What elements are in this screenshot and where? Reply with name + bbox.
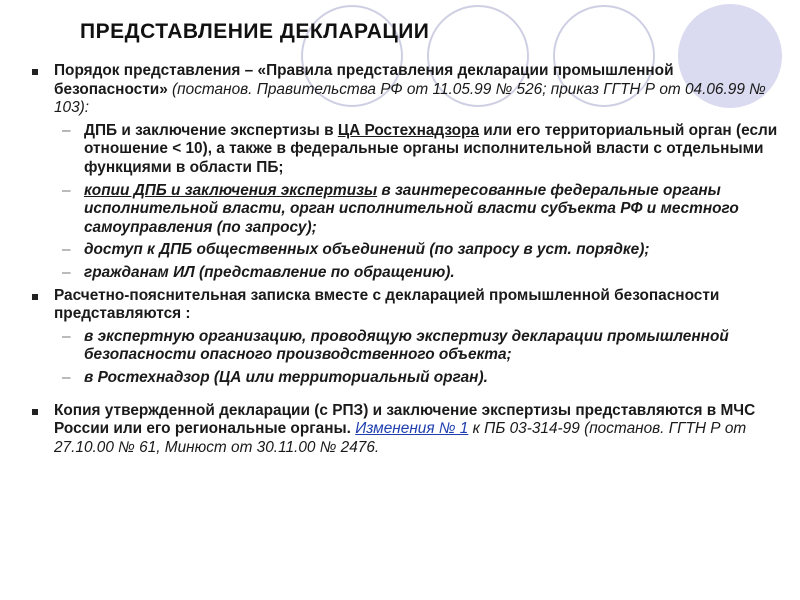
sub-item-dpb-pre: ДПБ и заключение экспертизы в xyxy=(84,121,338,139)
square-bullet-icon xyxy=(32,294,38,300)
bullet-copy-mchs xyxy=(28,402,788,458)
dash-icon: – xyxy=(62,241,71,259)
sub-item-citizens-text: гражданам ИЛ (представление по обращению). xyxy=(84,263,455,281)
slide-title: ПРЕДСТАВЛЕНИЕ ДЕКЛАРАЦИИ xyxy=(80,20,430,43)
bullet-procedure xyxy=(28,62,788,118)
sub-item-access-text: доступ к ДПБ общественных объединений (по запросу в уст. порядке); xyxy=(84,241,650,259)
bullet-explanatory-note-lead: Расчетно-пояснительная записка вместе с декларацией промышленной безопасности представляются : xyxy=(54,286,720,323)
sub-item-expert-org-text: в экспертную организацию, проводящую экспертизу декларации промышленной безопасности опасного производственного объекта; xyxy=(84,327,729,364)
sub-item-rostekhnadzor xyxy=(28,369,788,388)
square-bullet-icon xyxy=(32,69,38,75)
sub-item-copies-post: в заинтересованные федеральные органы исполнительной власти, орган исполнительной власти субъекта РФ и местного самоуправления (по запросу); xyxy=(84,181,739,236)
dash-icon: – xyxy=(62,327,71,345)
dash-icon: – xyxy=(62,263,71,281)
bullet-procedure-lead: Порядок представления – «Правила представления декларации промышленной безопасности» xyxy=(54,62,674,98)
sub-item-rostekhnadzor-text: в Ростехнадзор (ЦА или территориальный орган). xyxy=(84,368,488,386)
dash-icon: – xyxy=(62,121,71,139)
dash-icon: – xyxy=(62,181,71,199)
sub-item-dpb xyxy=(28,122,788,178)
sub-item-copies xyxy=(28,182,788,238)
square-bullet-icon xyxy=(32,409,38,415)
sub-item-access xyxy=(28,241,788,260)
slide-content xyxy=(28,62,788,461)
bullet-procedure-ref: (постанов. Правительства РФ от 11.05.99 № 526; приказ ГГТН Р от 04.06.99 № 103): xyxy=(54,80,766,117)
amendment-link[interactable]: Изменения № 1 xyxy=(355,420,469,438)
sub-item-dpb-post: или его территориальный орган (если отношение < 10), а также в федеральные органы исполнительной власти с отдельными функциями в области ПБ; xyxy=(84,121,778,176)
sub-item-expert-org xyxy=(28,328,788,365)
bullet-copy-mchs-post: к ПБ 03-314-99 (постанов. ГГТН Р от 27.10.00 № 61, Минюст от 30.11.00 № 2476. xyxy=(54,420,747,456)
rostekhnadzor-link[interactable]: ЦА Ростехнадзора xyxy=(337,121,480,139)
dash-icon: – xyxy=(62,368,71,386)
sub-item-copies-underlined: копии ДПБ и заключения экспертизы xyxy=(84,181,378,199)
bullet-explanatory-note xyxy=(28,287,788,324)
bullet-copy-mchs-lead: Копия утвержденной декларации (с РПЗ) и заключение экспертизы представляются в МЧС России или его региональные органы. xyxy=(54,401,756,438)
sub-item-citizens xyxy=(28,264,788,283)
